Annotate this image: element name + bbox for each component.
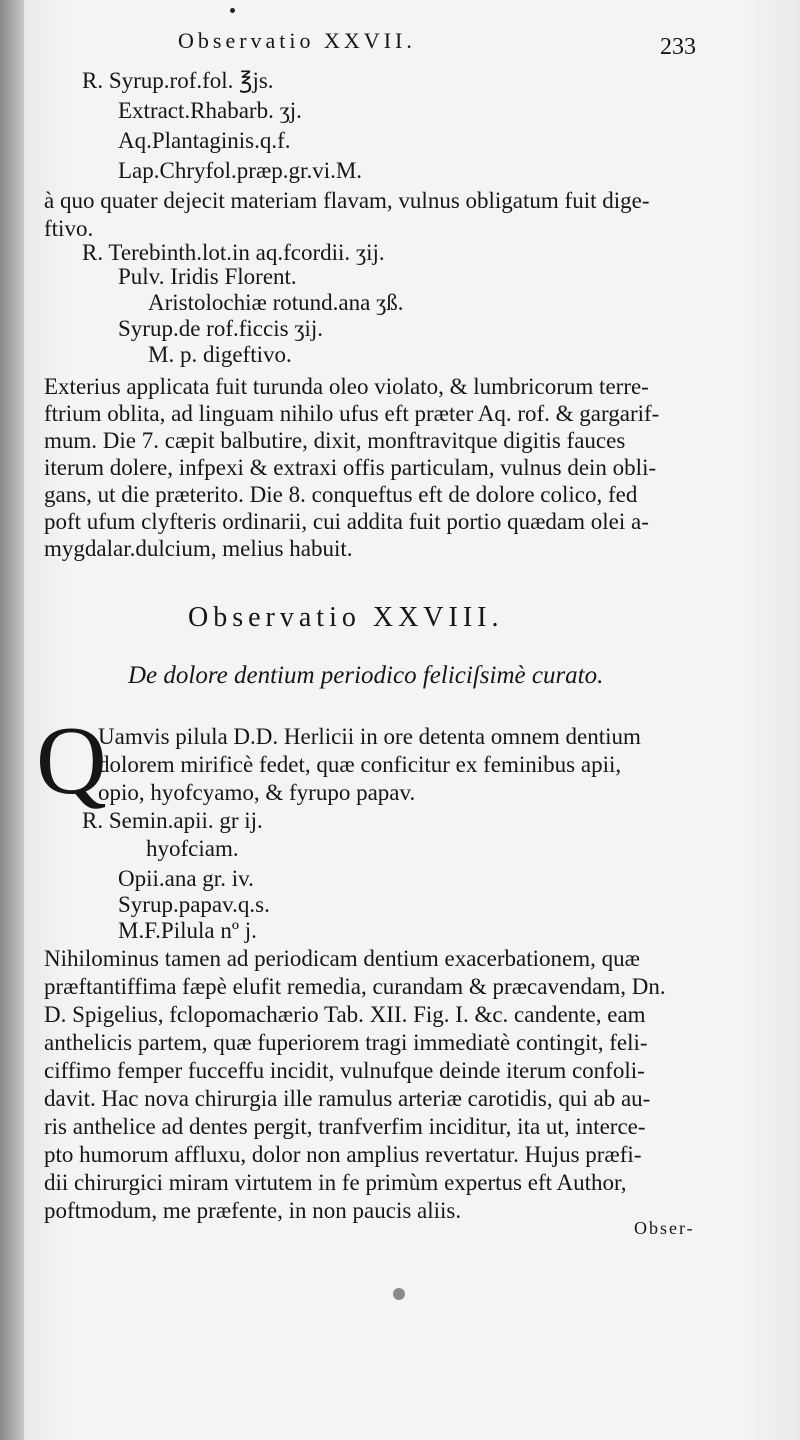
text-line: davit. Hac nova chirurgia ille ramulus arteriæ carotidis, qui ab au- (44, 1086, 651, 1111)
text-line: ftivo. (44, 216, 94, 241)
catchword: Obser- (634, 1218, 695, 1238)
ink-dot (230, 8, 235, 13)
prescription-line: Syrup.papav.q.s. (118, 892, 270, 917)
prescription-line: Syrup.de rof.ficcis ʒij. (118, 316, 324, 341)
running-title: Observatio XXVII. (178, 28, 416, 53)
text-line: poftmodum, me præfente, in non paucis aliis. (44, 1198, 462, 1223)
prescription-line: M.F.Pilula nº j. (118, 918, 257, 943)
text-line: gans, ut die præterito. Die 8. conqueftus eft de dolore colico, fed (44, 482, 638, 507)
prescription-line: Opii.ana gr. iv. (118, 866, 254, 891)
observation-subtitle: De dolore dentium periodico feliciſsimè curato. (128, 662, 604, 689)
observation-title: Observatio XXVIII. (188, 602, 504, 633)
text-line: dii chirurgici miram virtutem in fe primùm expertus eft Author, (44, 1170, 627, 1195)
prescription-line: Aristolochiæ rotund.ana ʒß. (148, 290, 404, 315)
prescription-line: Lap.Chryfol.præp.gr.vi.M. (118, 158, 363, 183)
ink-blot (393, 1288, 405, 1300)
text-line: ciffimo femper fucceffu incidit, vulnufque deinde iterum confoli- (44, 1058, 645, 1083)
prescription-line: hyofciam. (146, 836, 239, 861)
text-line: mygdalar.dulcium, melius habuit. (44, 536, 353, 561)
page-number: 233 (660, 34, 696, 60)
text-line: à quo quater dejecit materiam flavam, vulnus obligatum fuit dige- (44, 188, 650, 213)
text-line: D. Spigelius, fclopomachærio Tab. XII. Fig. I. &c. candente, eam (44, 1002, 646, 1027)
prescription-line: Extract.Rhabarb. ʒj. (118, 98, 302, 123)
text-line: anthelicis partem, quæ fuperiorem tragi immediatè contingit, feli- (44, 1030, 648, 1055)
prescription-line: R. Semin.apii. gr ij. (82, 808, 263, 833)
prescription-line: R. Syrup.rof.fol. ℥js. (82, 68, 274, 93)
text-line: ris anthelice ad dentes pergit, tranfverfim inciditur, ita ut, interce- (44, 1114, 646, 1139)
text-line: dolorem mirificè fedet, quæ conficitur ex feminibus apii, (98, 752, 622, 777)
text-line: pto humorum affluxu, dolor non amplius revertatur. Hujus præfi- (44, 1142, 642, 1167)
text-line: ftrium oblita, ad linguam nihilo ufus eft præter Aq. rof. & gargarif- (44, 401, 660, 426)
prescription-line: R. Terebinth.lot.in aq.fcordii. ʒij. (82, 240, 385, 265)
drop-cap: Q (36, 707, 107, 815)
text-line: præftantiffima fæpè elufit remedia, curandam & præcavendam, Dn. (44, 974, 666, 999)
text-line: Uamvis pilula D.D. Herlicii in ore detenta omnem dentium (98, 724, 641, 749)
book-spine (0, 0, 24, 1440)
prescription-line: M. p. digeftivo. (148, 342, 292, 367)
prescription-line: Aq.Plantaginis.q.f. (118, 128, 291, 153)
prescription-line: Pulv. Iridis Florent. (118, 264, 297, 289)
text-line: opio, hyofcyamo, & fyrupo papav. (98, 780, 416, 805)
text-line: poft ufum clyfteris ordinarii, cui addita fuit portio quædam olei a- (44, 509, 649, 534)
text-line: mum. Die 7. cæpit balbutire, dixit, monftravitque digitis fauces (44, 428, 626, 453)
text-line: Nihilominus tamen ad periodicam dentium exacerbationem, quæ (44, 946, 640, 971)
text-line: Exterius applicata fuit turunda oleo violato, & lumbricorum terre- (44, 374, 649, 399)
text-line: iterum dolere, infpexi & extraxi offis particulam, vulnus dein obli- (44, 455, 657, 480)
